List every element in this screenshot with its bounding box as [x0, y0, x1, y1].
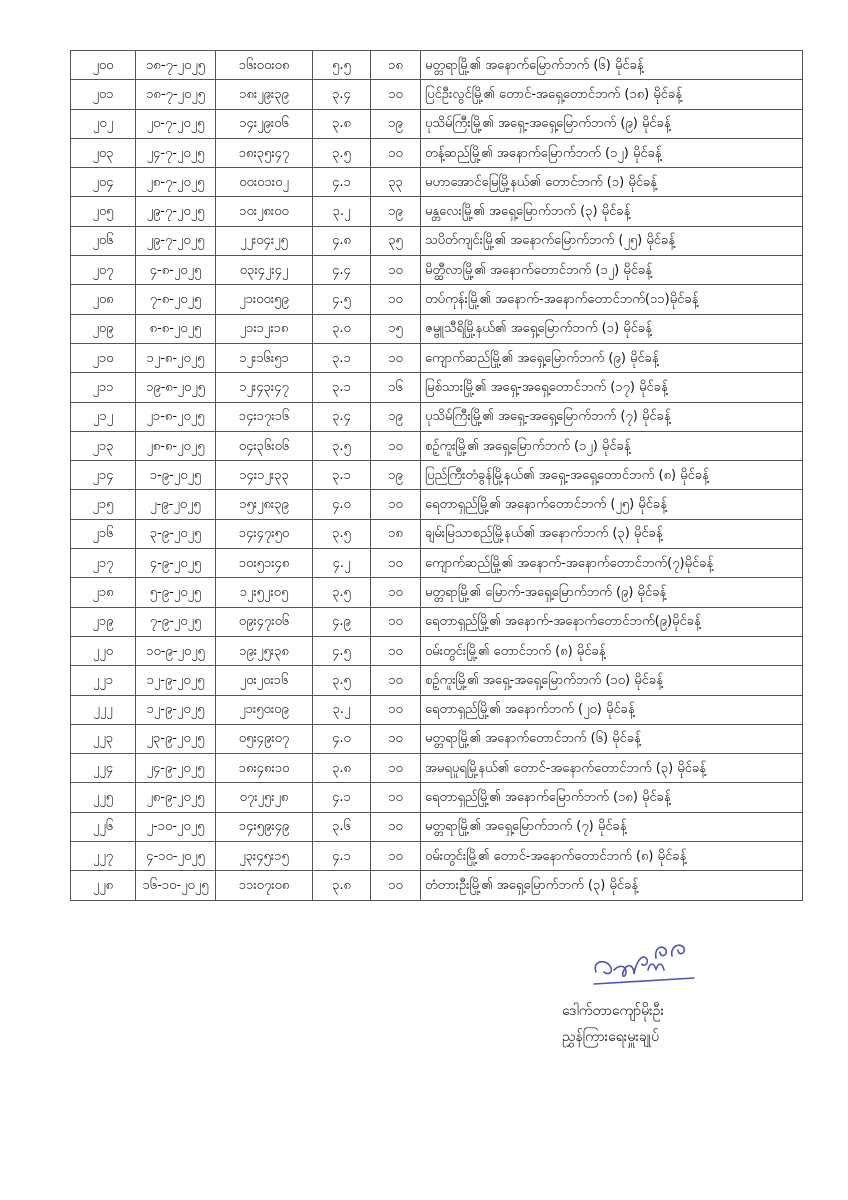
row-number: ၂၂၀ — [71, 636, 136, 665]
magnitude-cell: ၃.၅ — [313, 578, 371, 607]
time-cell: ၁၆း၀၀း၀၈ — [216, 51, 313, 80]
time-cell: ၀၄း၃၆း၀၆ — [216, 431, 313, 460]
time-cell: ၁၂း၅၂း၀၅ — [216, 578, 313, 607]
depth-cell: ၁၀ — [371, 783, 421, 812]
time-cell: ၀၇း၂၅း၂၈ — [216, 783, 313, 812]
date-cell: ၁၀-၉-၂၀၂၅ — [136, 636, 216, 665]
depth-cell: ၁၀ — [371, 607, 421, 636]
location-cell: ပုသိမ်ကြီးမြို့၏ အရှေ့-အရှေ့မြောက်ဘက် (၉) မိုင်ခန့် — [421, 109, 803, 138]
location-cell: ရေတာရှည်မြို့၏ အနောက်တောင်ဘက် (၂၅) မိုင်ခန့် — [421, 490, 803, 519]
table-row — [71, 226, 803, 255]
signature-scribble-icon — [590, 940, 710, 990]
depth-cell: ၃၃ — [371, 168, 421, 197]
magnitude-cell: ၄.၀ — [313, 724, 371, 753]
row-number: ၂၂၅ — [71, 783, 136, 812]
depth-cell: ၁၉ — [371, 197, 421, 226]
depth-cell: ၁၀ — [371, 285, 421, 314]
time-cell: ၁၅း၂၈း၃၉ — [216, 490, 313, 519]
depth-cell: ၁၀ — [371, 871, 421, 900]
location-cell: စဉ့်ကူးမြို့၏ အရှေ့-အရှေ့မြောက်ဘက် (၁၀) မိုင်ခန့် — [421, 666, 803, 695]
time-cell: ၁၈း၂၉း၃၉ — [216, 80, 313, 109]
location-cell: မတ္တရာမြို့၏ အနောက်မြောက်ဘက် (၆) မိုင်ခန့် — [421, 51, 803, 80]
location-cell: အမရပူရမြို့နယ်၏ တောင်-အနောက်တောင်ဘက် (၃) မိုင်ခန့် — [421, 754, 803, 783]
time-cell: ၁၄း၄၇း၅၀ — [216, 519, 313, 548]
depth-cell: ၃၅ — [371, 226, 421, 255]
time-cell: ၁၄း၂၉း၀၆ — [216, 109, 313, 138]
time-cell: ၁၈း၄၈း၁၀ — [216, 754, 313, 783]
row-number: ၂၀၈ — [71, 285, 136, 314]
earthquake-table-body — [71, 51, 803, 901]
date-cell: ၁၆-၁၀-၂၀၂၅ — [136, 871, 216, 900]
location-cell: ဝမ်းတွင်းမြို့၏ တောင်ဘက် (၈) မိုင်ခန့် — [421, 636, 803, 665]
table-row — [71, 51, 803, 80]
depth-cell: ၁၀ — [371, 256, 421, 285]
date-cell: ၅-၉-၂၀၂၅ — [136, 578, 216, 607]
date-cell: ၂၄-၇-၂၀၂၅ — [136, 138, 216, 167]
date-cell: ၁-၉-၂၀၂၅ — [136, 461, 216, 490]
date-cell: ၂-၉-၂၀၂၅ — [136, 490, 216, 519]
signatory-name: ဒေါက်တာကျော်မိုးဦး — [562, 1003, 665, 1019]
table-row — [71, 783, 803, 812]
table-row — [71, 285, 803, 314]
date-cell: ၂၃-၉-၂၀၂၅ — [136, 724, 216, 753]
magnitude-cell: ၄.၅ — [313, 636, 371, 665]
time-cell: ၂၁း၁၂း၁၈ — [216, 314, 313, 343]
depth-cell: ၁၀ — [371, 812, 421, 841]
date-cell: ၄-၉-၂၀၂၅ — [136, 549, 216, 578]
depth-cell: ၁၀ — [371, 695, 421, 724]
table-row — [71, 431, 803, 460]
magnitude-cell: ၄.၂ — [313, 549, 371, 578]
row-number: ၂၀၆ — [71, 226, 136, 255]
table-row — [71, 754, 803, 783]
location-cell: မြစ်သားမြို့၏ အရှေ့-အရှေ့တောင်ဘက် (၁၇) မိုင်ခန့် — [421, 373, 803, 402]
row-number: ၂၁၀ — [71, 343, 136, 372]
location-cell: ပုသိမ်ကြီးမြို့၏ အရှေ့-အရှေ့မြောက်ဘက် (၇) မိုင်ခန့် — [421, 402, 803, 431]
depth-cell: ၁၆ — [371, 373, 421, 402]
table-row — [71, 724, 803, 753]
date-cell: ၈-၈-၂၀၂၅ — [136, 314, 216, 343]
magnitude-cell: ၃.၂ — [313, 695, 371, 724]
magnitude-cell: ၃.၅ — [313, 519, 371, 548]
row-number: ၂၂၄ — [71, 754, 136, 783]
date-cell: ၂၄-၉-၂၀၂၅ — [136, 754, 216, 783]
magnitude-cell: ၄.၁ — [313, 783, 371, 812]
location-cell: ဝမ်းတွင်းမြို့၏ တောင်-အနောက်တောင်ဘက် (၈) မိုင်ခန့် — [421, 842, 803, 871]
row-number: ၂၀၄ — [71, 168, 136, 197]
row-number: ၂၀၇ — [71, 256, 136, 285]
date-cell: ၇-၉-၂၀၂၅ — [136, 607, 216, 636]
magnitude-cell: ၃.၂ — [313, 197, 371, 226]
depth-cell: ၁၀ — [371, 343, 421, 372]
row-number: ၂၁၃ — [71, 431, 136, 460]
depth-cell: ၁၀ — [371, 549, 421, 578]
depth-cell: ၁၉ — [371, 402, 421, 431]
date-cell: ၂၁-၈-၂၀၂၅ — [136, 402, 216, 431]
time-cell: ၂၂း၀၄း၂၅ — [216, 226, 313, 255]
depth-cell: ၁၉ — [371, 461, 421, 490]
depth-cell: ၁၅ — [371, 314, 421, 343]
time-cell: ၁၂း၁၆း၅၁ — [216, 343, 313, 372]
row-number: ၂၀၉ — [71, 314, 136, 343]
location-cell: ကျောက်ဆည်မြို့၏ အနောက်-အနောက်တောင်ဘက်(၇)မိုင်ခန့် — [421, 549, 803, 578]
date-cell: ၂၈-၇-၂၀၂၅ — [136, 168, 216, 197]
location-cell: ဇမ္ဗူသီရိမြို့နယ်၏ အရှေ့မြောက်ဘက် (၁) မိုင်ခန့် — [421, 314, 803, 343]
table-row — [71, 314, 803, 343]
table-row — [71, 168, 803, 197]
location-cell: ပြင်ဦးလွင်မြို့၏ တောင်-အရှေ့တောင်ဘက် (၁၈) မိုင်ခန့် — [421, 80, 803, 109]
location-cell: ချမ်းမြသာစည်မြို့နယ်၏ အနောက်ဘက် (၃) မိုင်ခန့် — [421, 519, 803, 548]
time-cell: ၁၀း၂၈း၀၀ — [216, 197, 313, 226]
row-number: ၂၀၂ — [71, 109, 136, 138]
table-row — [71, 256, 803, 285]
date-cell: ၂၈-၈-၂၀၂၅ — [136, 431, 216, 460]
date-cell: ၁၈-၇-၂၀၂၅ — [136, 80, 216, 109]
magnitude-cell: ၄.၅ — [313, 285, 371, 314]
time-cell: ၂၁း၀၀း၅၉ — [216, 285, 313, 314]
magnitude-cell: ၃.၈ — [313, 754, 371, 783]
magnitude-cell: ၃.၅ — [313, 431, 371, 460]
row-number: ၂၂၇ — [71, 842, 136, 871]
time-cell: ၁၈း၃၅း၄၇ — [216, 138, 313, 167]
depth-cell: ၁၀ — [371, 431, 421, 460]
date-cell: ၁၂-၉-၂၀၂၅ — [136, 695, 216, 724]
magnitude-cell: ၄.၈ — [313, 226, 371, 255]
signatory-title: ညွှန်ကြားရေးမှူးချုပ် — [562, 1029, 659, 1045]
magnitude-cell: ၃.၅ — [313, 138, 371, 167]
date-cell: ၁၉-၈-၂၀၂၅ — [136, 373, 216, 402]
table-row — [71, 607, 803, 636]
magnitude-cell: ၄.၀ — [313, 490, 371, 519]
table-row — [71, 402, 803, 431]
handwritten-signature — [590, 940, 710, 990]
row-number: ၂၁၈ — [71, 578, 136, 607]
time-cell: ၂၀း၂၀း၁၆ — [216, 666, 313, 695]
depth-cell: ၁၀ — [371, 724, 421, 753]
table-row — [71, 373, 803, 402]
time-cell: ၁၀း၅၁း၄၈ — [216, 549, 313, 578]
date-cell: ၂၉-၇-၂၀၂၅ — [136, 226, 216, 255]
row-number: ၂၂၆ — [71, 812, 136, 841]
depth-cell: ၁၀ — [371, 754, 421, 783]
date-cell: ၃-၉-၂၀၂၅ — [136, 519, 216, 548]
time-cell: ၁၂း၄၃း၄၇ — [216, 373, 313, 402]
table-row — [71, 343, 803, 372]
location-cell: ပြည်ကြီးတံခွန်မြို့နယ်၏ အရှေ့-အရှေ့တောင်ဘက် (၈) မိုင်ခန့် — [421, 461, 803, 490]
location-cell: သပိတ်ကျင်းမြို့၏ အနောက်မြောက်ဘက် (၂၅) မိုင်ခန့် — [421, 226, 803, 255]
date-cell: ၂၈-၉-၂၀၂၅ — [136, 783, 216, 812]
row-number: ၂၁၄ — [71, 461, 136, 490]
table-row — [71, 461, 803, 490]
time-cell: ၀၉း၄၇း၀၆ — [216, 607, 313, 636]
row-number: ၂၁၅ — [71, 490, 136, 519]
depth-cell: ၁၀ — [371, 80, 421, 109]
depth-cell: ၁၀ — [371, 578, 421, 607]
magnitude-cell: ၃.၆ — [313, 812, 371, 841]
magnitude-cell: ၅.၅ — [313, 51, 371, 80]
depth-cell: ၁၈ — [371, 51, 421, 80]
depth-cell: ၁၀ — [371, 138, 421, 167]
depth-cell: ၁၈ — [371, 519, 421, 548]
table-row — [71, 578, 803, 607]
row-number: ၂၂၁ — [71, 666, 136, 695]
time-cell: ၁၁း၀၇း၀၈ — [216, 871, 313, 900]
magnitude-cell: ၃.၄ — [313, 80, 371, 109]
time-cell: ၁၄း၁၇း၁၆ — [216, 402, 313, 431]
magnitude-cell: ၃.၀ — [313, 314, 371, 343]
location-cell: ကျောက်ဆည်မြို့၏ အရှေ့မြောက်ဘက် (၉) မိုင်ခန့် — [421, 343, 803, 372]
location-cell: မတ္တရာမြို့၏ အနောက်တောင်ဘက် (၆) မိုင်ခန့် — [421, 724, 803, 753]
table-row — [71, 80, 803, 109]
date-cell: ၄-၈-၂၀၂၅ — [136, 256, 216, 285]
row-number: ၂၁၆ — [71, 519, 136, 548]
date-cell: ၄-၁၀-၂၀၂၅ — [136, 842, 216, 871]
time-cell: ၂၁း၅၀း၀၉ — [216, 695, 313, 724]
row-number: ၂၂၈ — [71, 871, 136, 900]
magnitude-cell: ၃.၁ — [313, 343, 371, 372]
table-row — [71, 549, 803, 578]
table-row — [71, 490, 803, 519]
table-row — [71, 812, 803, 841]
location-cell: မဟာအောင်မြေမြို့နယ်၏ တောင်ဘက် (၁) မိုင်ခန့် — [421, 168, 803, 197]
row-number: ၂၁၂ — [71, 402, 136, 431]
magnitude-cell: ၃.၈ — [313, 871, 371, 900]
depth-cell: ၁၀ — [371, 636, 421, 665]
time-cell: ၀၃း၄၂း၄၂ — [216, 256, 313, 285]
row-number: ၂၀၀ — [71, 51, 136, 80]
time-cell: ၂၃း၄၅း၁၅ — [216, 842, 313, 871]
magnitude-cell: ၄.၄ — [313, 256, 371, 285]
time-cell: ၀၅း၄၉း၀၇ — [216, 724, 313, 753]
row-number: ၂၀၅ — [71, 197, 136, 226]
date-cell: ၁၂-၉-၂၀၂၅ — [136, 666, 216, 695]
table-row — [71, 636, 803, 665]
depth-cell: ၁၀ — [371, 490, 421, 519]
table-row — [71, 871, 803, 900]
location-cell: မန္တလေးမြို့၏ အရှေ့မြောက်ဘက် (၃) မိုင်ခန့် — [421, 197, 803, 226]
location-cell: မတ္တရာမြို့၏ မြောက်-အရှေ့မြောက်ဘက် (၉) မိုင်ခန့် — [421, 578, 803, 607]
date-cell: ၂-၁၀-၂၀၂၅ — [136, 812, 216, 841]
time-cell: ၀၀း၀၁း၀၂ — [216, 168, 313, 197]
location-cell: မတ္တရာမြို့၏ အရှေ့မြောက်ဘက် (၇) မိုင်ခန့် — [421, 812, 803, 841]
location-cell: တန့်ဆည်မြို့၏ အနောက်မြောက်ဘက် (၁၂) မိုင်ခန့် — [421, 138, 803, 167]
location-cell: ရေတာရှည်မြို့၏ အနောက်ဘက် (၂၀) မိုင်ခန့် — [421, 695, 803, 724]
date-cell: ၂၉-၇-၂၀၂၅ — [136, 197, 216, 226]
row-number: ၂၂၂ — [71, 695, 136, 724]
row-number: ၂၁၁ — [71, 373, 136, 402]
location-cell: ရေတာရှည်မြို့၏ အနောက်မြောက်ဘက် (၁၈) မိုင်ခန့် — [421, 783, 803, 812]
magnitude-cell: ၃.၁ — [313, 461, 371, 490]
depth-cell: ၁၀ — [371, 666, 421, 695]
depth-cell: ၁၀ — [371, 842, 421, 871]
row-number: ၂၂၃ — [71, 724, 136, 753]
location-cell: တံတားဦးမြို့၏ အရှေ့မြောက်ဘက် (၃) မိုင်ခန့် — [421, 871, 803, 900]
table-row — [71, 519, 803, 548]
date-cell: ၇-၈-၂၀၂၅ — [136, 285, 216, 314]
row-number: ၂၁၉ — [71, 607, 136, 636]
location-cell: မိတ္ထီလာမြို့၏ အနောက်တောင်ဘက် (၁၂) မိုင်ခန့် — [421, 256, 803, 285]
time-cell: ၁၄း၁၂း၃၃ — [216, 461, 313, 490]
magnitude-cell: ၃.၅ — [313, 666, 371, 695]
location-cell: စဉ့်ကူးမြို့၏ အရှေ့မြောက်ဘက် (၁၂) မိုင်ခန့် — [421, 431, 803, 460]
row-number: ၂၁၇ — [71, 549, 136, 578]
location-cell: ရေတာရှည်မြို့၏ အနောက်-အနောက်တောင်ဘက်(၉)မိုင်ခန့် — [421, 607, 803, 636]
time-cell: ၁၉း၂၅း၃၈ — [216, 636, 313, 665]
magnitude-cell: ၄.၁ — [313, 168, 371, 197]
date-cell: ၂၀-၇-၂၀၂၅ — [136, 109, 216, 138]
earthquake-table — [70, 50, 803, 901]
table-row — [71, 109, 803, 138]
date-cell: ၁၈-၇-၂၀၂၅ — [136, 51, 216, 80]
table-row — [71, 842, 803, 871]
magnitude-cell: ၄.၉ — [313, 607, 371, 636]
row-number: ၂၀၁ — [71, 80, 136, 109]
depth-cell: ၁၉ — [371, 109, 421, 138]
row-number: ၂၀၃ — [71, 138, 136, 167]
magnitude-cell: ၃.၈ — [313, 109, 371, 138]
magnitude-cell: ၄.၁ — [313, 842, 371, 871]
magnitude-cell: ၃.၄ — [313, 402, 371, 431]
date-cell: ၁၂-၈-၂၀၂၅ — [136, 343, 216, 372]
table-row — [71, 197, 803, 226]
location-cell: တပ်ကုန်းမြို့၏ အနောက်-အနောက်တောင်ဘက်(၁၁)မိုင်ခန့် — [421, 285, 803, 314]
table-row — [71, 138, 803, 167]
table-row — [71, 695, 803, 724]
magnitude-cell: ၃.၁ — [313, 373, 371, 402]
time-cell: ၁၄း၅၉း၄၉ — [216, 812, 313, 841]
table-row — [71, 666, 803, 695]
